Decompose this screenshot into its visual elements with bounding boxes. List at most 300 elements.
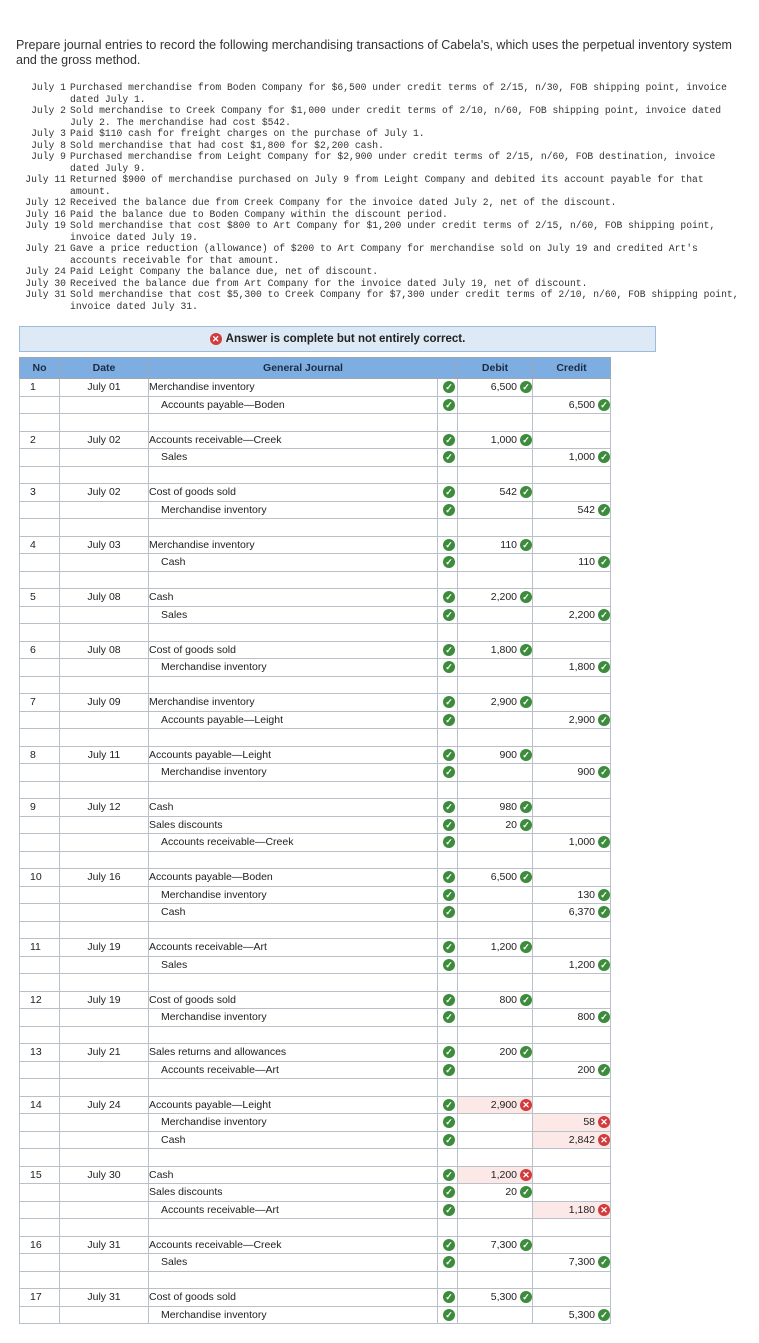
journal-row xyxy=(20,1061,611,1079)
empty-cell xyxy=(149,851,438,869)
col-header-general-journal: General Journal xyxy=(149,358,458,379)
check-icon: ✓ xyxy=(520,749,532,761)
empty-cell xyxy=(458,466,533,484)
check-icon: ✓ xyxy=(443,1204,455,1216)
journal-row xyxy=(20,799,611,817)
account-input[interactable] xyxy=(149,799,438,817)
credit-input[interactable] xyxy=(533,1131,611,1149)
account-check-cell xyxy=(438,834,458,852)
credit-input[interactable] xyxy=(533,834,611,852)
account-check-cell xyxy=(438,1044,458,1062)
entry-number-cell xyxy=(20,1236,60,1254)
account-input[interactable] xyxy=(149,1254,438,1272)
account-input[interactable] xyxy=(149,834,438,852)
entry-date-cell xyxy=(60,1201,149,1219)
credit-input[interactable] xyxy=(533,991,611,1009)
credit-input[interactable] xyxy=(533,1166,611,1184)
credit-input[interactable] xyxy=(533,589,611,607)
entry-date-cell[interactable] xyxy=(60,869,149,887)
account-input[interactable] xyxy=(149,886,438,904)
account-name: Sales returns and allowances xyxy=(149,1046,287,1059)
debit-input[interactable] xyxy=(458,1044,533,1062)
account-name: Accounts receivable—Art xyxy=(161,1203,279,1216)
account-check-cell xyxy=(438,764,458,782)
empty-cell xyxy=(458,1219,533,1237)
credit-input[interactable] xyxy=(533,904,611,922)
credit-input[interactable] xyxy=(533,641,611,659)
entry-date: July 12 xyxy=(87,801,121,814)
entry-number: 13 xyxy=(30,1046,42,1059)
empty-cell xyxy=(438,571,458,589)
account-input[interactable] xyxy=(149,1289,438,1307)
account-check-cell xyxy=(438,956,458,974)
entry-date-cell[interactable] xyxy=(60,746,149,764)
account-name: Merchandise inventory xyxy=(161,1011,267,1024)
credit-input[interactable] xyxy=(533,1061,611,1079)
credit-input[interactable] xyxy=(533,1289,611,1307)
account-check-cell xyxy=(438,816,458,834)
empty-cell xyxy=(458,1271,533,1289)
account-input[interactable] xyxy=(149,589,438,607)
check-icon: ✓ xyxy=(520,1239,532,1251)
credit-amount: 7,300 xyxy=(568,1256,596,1269)
credit-input[interactable] xyxy=(533,1236,611,1254)
check-icon: ✓ xyxy=(520,1046,532,1058)
transaction-item xyxy=(17,243,739,266)
check-icon: ✓ xyxy=(443,556,455,568)
entry-date-cell[interactable] xyxy=(60,1166,149,1184)
account-name: Cost of goods sold xyxy=(149,993,236,1006)
account-input[interactable] xyxy=(149,641,438,659)
entry-date: July 08 xyxy=(87,591,121,604)
debit-input[interactable] xyxy=(458,834,533,852)
debit-input[interactable] xyxy=(458,711,533,729)
account-check-cell xyxy=(438,554,458,572)
credit-input[interactable] xyxy=(533,1009,611,1027)
account-check-cell xyxy=(438,1114,458,1132)
debit-amount: 1,800 xyxy=(490,643,518,656)
transaction-date: July 1 xyxy=(31,82,66,93)
account-input[interactable] xyxy=(149,1184,438,1202)
credit-input[interactable] xyxy=(533,1184,611,1202)
account-name: Cash xyxy=(149,1168,174,1181)
account-check-cell xyxy=(438,939,458,957)
credit-input[interactable] xyxy=(533,379,611,397)
credit-input[interactable] xyxy=(533,1114,611,1132)
empty-cell xyxy=(149,676,438,694)
debit-amount: 6,500 xyxy=(490,871,518,884)
account-input[interactable] xyxy=(149,939,438,957)
debit-input[interactable] xyxy=(458,939,533,957)
debit-input[interactable] xyxy=(458,536,533,554)
debit-input[interactable] xyxy=(458,554,533,572)
credit-input[interactable] xyxy=(533,746,611,764)
entry-number-cell xyxy=(20,449,60,467)
debit-input[interactable] xyxy=(458,694,533,712)
account-input[interactable] xyxy=(149,694,438,712)
account-input[interactable] xyxy=(149,1236,438,1254)
debit-input[interactable] xyxy=(458,431,533,449)
account-check-cell xyxy=(438,379,458,397)
debit-input[interactable] xyxy=(458,659,533,677)
journal-row xyxy=(20,554,611,572)
debit-input[interactable] xyxy=(458,746,533,764)
transaction-date: July 21 xyxy=(25,243,66,254)
debit-amount: 7,300 xyxy=(490,1238,518,1251)
account-input[interactable] xyxy=(149,711,438,729)
entry-date-cell xyxy=(60,904,149,922)
transaction-item xyxy=(17,174,739,197)
account-input[interactable] xyxy=(149,904,438,922)
journal-row xyxy=(20,449,611,467)
entry-number-cell xyxy=(20,1201,60,1219)
empty-cell xyxy=(149,1271,438,1289)
check-icon: ✓ xyxy=(443,434,455,446)
account-input[interactable] xyxy=(149,991,438,1009)
spacer-row xyxy=(20,974,611,992)
credit-input[interactable] xyxy=(533,484,611,502)
account-input[interactable] xyxy=(149,1061,438,1079)
spacer-row xyxy=(20,676,611,694)
debit-input[interactable] xyxy=(458,1114,533,1132)
empty-cell xyxy=(458,781,533,799)
journal-row xyxy=(20,1114,611,1132)
journal-row xyxy=(20,1306,611,1324)
credit-amount: 200 xyxy=(577,1063,596,1076)
empty-cell xyxy=(20,466,60,484)
account-name: Sales discounts xyxy=(149,1186,223,1199)
account-input[interactable] xyxy=(149,659,438,677)
entry-date-cell xyxy=(60,659,149,677)
credit-input[interactable] xyxy=(533,886,611,904)
account-check-cell xyxy=(438,869,458,887)
account-name: Accounts payable—Boden xyxy=(161,398,285,411)
account-name: Accounts receivable—Creek xyxy=(161,836,294,849)
debit-amount: 542 xyxy=(499,486,518,499)
debit-input[interactable] xyxy=(458,1096,533,1114)
debit-input[interactable] xyxy=(458,1166,533,1184)
entry-number-cell xyxy=(20,834,60,852)
entry-date-cell[interactable] xyxy=(60,1236,149,1254)
entry-date-cell xyxy=(60,1114,149,1132)
check-icon: ✓ xyxy=(520,486,532,498)
empty-cell xyxy=(60,1079,149,1097)
credit-input[interactable] xyxy=(533,554,611,572)
credit-input[interactable] xyxy=(533,449,611,467)
empty-cell xyxy=(60,519,149,537)
check-icon: ✓ xyxy=(443,661,455,673)
check-icon: ✓ xyxy=(520,871,532,883)
account-input[interactable] xyxy=(149,1306,438,1324)
account-check-cell xyxy=(438,1166,458,1184)
debit-input[interactable] xyxy=(458,886,533,904)
credit-input[interactable] xyxy=(533,1044,611,1062)
credit-amount: 58 xyxy=(583,1116,596,1129)
account-input[interactable] xyxy=(149,431,438,449)
entry-date-cell xyxy=(60,764,149,782)
credit-input[interactable] xyxy=(533,659,611,677)
incorrect-icon: ✕ xyxy=(520,1099,532,1111)
debit-input[interactable] xyxy=(458,799,533,817)
entry-date-cell[interactable] xyxy=(60,536,149,554)
debit-input[interactable] xyxy=(458,501,533,519)
account-input[interactable] xyxy=(149,606,438,624)
credit-amount: 2,200 xyxy=(568,608,596,621)
account-input[interactable] xyxy=(149,746,438,764)
journal-row xyxy=(20,711,611,729)
transaction-date: July 24 xyxy=(25,266,66,277)
debit-input[interactable] xyxy=(458,1201,533,1219)
account-name: Accounts payable—Leight xyxy=(161,713,283,726)
entry-date-cell[interactable] xyxy=(60,379,149,397)
account-input[interactable] xyxy=(149,1009,438,1027)
empty-cell xyxy=(458,519,533,537)
entry-date-cell[interactable] xyxy=(60,1096,149,1114)
entry-date-cell[interactable] xyxy=(60,484,149,502)
entry-date-cell xyxy=(60,1131,149,1149)
account-check-cell xyxy=(438,1131,458,1149)
empty-cell xyxy=(438,414,458,432)
empty-cell xyxy=(149,1149,438,1167)
transaction-text: Sold merchandise that had cost $1,800 for $2,200 cash. xyxy=(70,139,384,151)
credit-input[interactable] xyxy=(533,799,611,817)
debit-input[interactable] xyxy=(458,641,533,659)
journal-row xyxy=(20,869,611,887)
credit-input[interactable] xyxy=(533,869,611,887)
entry-date-cell[interactable] xyxy=(60,1289,149,1307)
account-check-cell xyxy=(438,1061,458,1079)
credit-input[interactable] xyxy=(533,764,611,782)
account-input[interactable] xyxy=(149,379,438,397)
credit-input[interactable] xyxy=(533,816,611,834)
debit-amount: 900 xyxy=(499,748,518,761)
entry-number-cell xyxy=(20,379,60,397)
check-icon: ✓ xyxy=(598,556,610,568)
credit-input[interactable] xyxy=(533,501,611,519)
entry-number-cell xyxy=(20,991,60,1009)
entry-date-cell xyxy=(60,816,149,834)
credit-input[interactable] xyxy=(533,396,611,414)
debit-amount: 1,200 xyxy=(490,941,518,954)
debit-input[interactable] xyxy=(458,449,533,467)
debit-input[interactable] xyxy=(458,1306,533,1324)
account-name: Merchandise inventory xyxy=(161,766,267,779)
entry-number: 3 xyxy=(30,486,36,499)
credit-input[interactable] xyxy=(533,1306,611,1324)
debit-amount: 6,500 xyxy=(490,381,518,394)
account-check-cell xyxy=(438,1254,458,1272)
debit-input[interactable] xyxy=(458,1184,533,1202)
entry-date-cell[interactable] xyxy=(60,939,149,957)
entry-number: 7 xyxy=(30,696,36,709)
credit-input[interactable] xyxy=(533,711,611,729)
entry-date: July 16 xyxy=(87,871,121,884)
transaction-text: Received the balance due from Creek Company for the invoice dated July 2, net of the discount. xyxy=(70,197,617,208)
entry-number-cell xyxy=(20,1114,60,1132)
empty-cell xyxy=(60,921,149,939)
empty-cell xyxy=(60,414,149,432)
debit-input[interactable] xyxy=(458,991,533,1009)
entry-date-cell xyxy=(60,606,149,624)
entry-date-cell xyxy=(60,1184,149,1202)
account-input[interactable] xyxy=(149,956,438,974)
account-input[interactable] xyxy=(149,554,438,572)
entry-date-cell[interactable] xyxy=(60,1044,149,1062)
journal-row xyxy=(20,746,611,764)
transaction-date: July 19 xyxy=(25,220,66,231)
account-input[interactable] xyxy=(149,816,438,834)
empty-cell xyxy=(533,729,611,747)
debit-input[interactable] xyxy=(458,589,533,607)
transaction-date: July 30 xyxy=(25,277,66,289)
entry-number-cell xyxy=(20,746,60,764)
debit-input[interactable] xyxy=(458,379,533,397)
account-input[interactable] xyxy=(149,396,438,414)
credit-input[interactable] xyxy=(533,1201,611,1219)
account-input[interactable] xyxy=(149,501,438,519)
spacer-row xyxy=(20,466,611,484)
account-input[interactable] xyxy=(149,1044,438,1062)
debit-input[interactable] xyxy=(458,1236,533,1254)
empty-cell xyxy=(20,519,60,537)
entry-date-cell xyxy=(60,886,149,904)
debit-input[interactable] xyxy=(458,396,533,414)
entry-number-cell xyxy=(20,641,60,659)
debit-input[interactable] xyxy=(458,816,533,834)
entry-number: 9 xyxy=(30,801,36,814)
credit-input[interactable] xyxy=(533,1096,611,1114)
check-icon: ✓ xyxy=(598,1011,610,1023)
entry-number-cell xyxy=(20,606,60,624)
journal-row xyxy=(20,764,611,782)
entry-date-cell[interactable] xyxy=(60,641,149,659)
credit-amount: 1,000 xyxy=(568,836,596,849)
account-check-cell xyxy=(438,1306,458,1324)
account-input[interactable] xyxy=(149,484,438,502)
account-input[interactable] xyxy=(149,449,438,467)
entry-number-cell xyxy=(20,1289,60,1307)
account-check-cell xyxy=(438,484,458,502)
account-check-cell xyxy=(438,711,458,729)
account-input[interactable] xyxy=(149,1166,438,1184)
credit-amount: 1,800 xyxy=(568,661,596,674)
empty-cell xyxy=(458,414,533,432)
journal-row xyxy=(20,1131,611,1149)
debit-input[interactable] xyxy=(458,1289,533,1307)
debit-input[interactable] xyxy=(458,484,533,502)
question-prompt: Prepare journal entries to record the following merchandising transactions of Cabela's, which uses the perpetual inventory system and the gross method. xyxy=(16,38,732,67)
entry-date-cell[interactable] xyxy=(60,991,149,1009)
debit-input[interactable] xyxy=(458,764,533,782)
entry-date-cell[interactable] xyxy=(60,799,149,817)
debit-input[interactable] xyxy=(458,606,533,624)
transaction-date: July 31 xyxy=(25,289,66,300)
credit-amount: 1,200 xyxy=(568,958,596,971)
check-icon: ✓ xyxy=(443,941,455,953)
credit-input[interactable] xyxy=(533,431,611,449)
check-icon: ✓ xyxy=(598,714,610,726)
entry-date-cell[interactable] xyxy=(60,431,149,449)
empty-cell xyxy=(438,974,458,992)
credit-input[interactable] xyxy=(533,606,611,624)
account-input[interactable] xyxy=(149,764,438,782)
check-icon: ✓ xyxy=(443,906,455,918)
check-icon: ✓ xyxy=(520,591,532,603)
entry-date-cell xyxy=(60,711,149,729)
empty-cell xyxy=(438,729,458,747)
transaction-text: Received the balance due from Art Company for the invoice dated July 19, net of discount. xyxy=(70,277,588,289)
incorrect-icon: ✕ xyxy=(520,1169,532,1181)
empty-cell xyxy=(149,1219,438,1237)
check-icon: ✓ xyxy=(443,959,455,971)
empty-cell xyxy=(533,1079,611,1097)
journal-row xyxy=(20,956,611,974)
account-name: Sales xyxy=(161,1256,188,1269)
empty-cell xyxy=(438,1026,458,1044)
entry-date-cell[interactable] xyxy=(60,694,149,712)
entry-date: July 08 xyxy=(87,643,121,656)
check-icon: ✓ xyxy=(443,644,455,656)
empty-cell xyxy=(533,781,611,799)
account-input[interactable] xyxy=(149,1096,438,1114)
journal-row xyxy=(20,991,611,1009)
credit-input[interactable] xyxy=(533,939,611,957)
debit-input[interactable] xyxy=(458,1061,533,1079)
credit-input[interactable] xyxy=(533,956,611,974)
journal-row xyxy=(20,431,611,449)
empty-cell xyxy=(149,1026,438,1044)
entry-date-cell[interactable] xyxy=(60,589,149,607)
check-icon: ✓ xyxy=(598,1309,610,1321)
empty-cell xyxy=(149,519,438,537)
debit-input[interactable] xyxy=(458,1254,533,1272)
debit-input[interactable] xyxy=(458,1009,533,1027)
transaction-text: Returned $900 of merchandise purchased on July 9 from Leight Company and debited its account payable for that amount. xyxy=(70,174,704,197)
transaction-text: Purchased merchandise from Boden Company for $6,500 under credit terms of 2/15, n/30, FOB shipping point, invoice dated July 1. xyxy=(70,82,727,105)
credit-input[interactable] xyxy=(533,694,611,712)
entry-number-cell xyxy=(20,886,60,904)
account-input[interactable] xyxy=(149,1201,438,1219)
debit-input[interactable] xyxy=(458,904,533,922)
check-icon: ✓ xyxy=(443,1064,455,1076)
credit-input[interactable] xyxy=(533,1254,611,1272)
account-check-cell xyxy=(438,449,458,467)
entry-date-cell xyxy=(60,1254,149,1272)
entry-number-cell xyxy=(20,431,60,449)
col-header-no: No xyxy=(20,358,60,379)
account-input[interactable] xyxy=(149,1131,438,1149)
credit-input[interactable] xyxy=(533,536,611,554)
check-icon: ✓ xyxy=(443,504,455,516)
check-icon: ✓ xyxy=(520,539,532,551)
journal-row xyxy=(20,641,611,659)
account-check-cell xyxy=(438,1009,458,1027)
debit-input[interactable] xyxy=(458,956,533,974)
transaction-item xyxy=(17,266,739,278)
account-input[interactable] xyxy=(149,1114,438,1132)
debit-input[interactable] xyxy=(458,1131,533,1149)
account-input[interactable] xyxy=(149,536,438,554)
empty-cell xyxy=(533,921,611,939)
empty-cell xyxy=(60,781,149,799)
account-input[interactable] xyxy=(149,869,438,887)
entry-number-cell xyxy=(20,939,60,957)
check-icon: ✓ xyxy=(443,609,455,621)
debit-input[interactable] xyxy=(458,869,533,887)
entry-date: July 01 xyxy=(87,381,121,394)
transaction-date: July 8 xyxy=(31,139,66,151)
account-name: Merchandise inventory xyxy=(161,1308,267,1321)
